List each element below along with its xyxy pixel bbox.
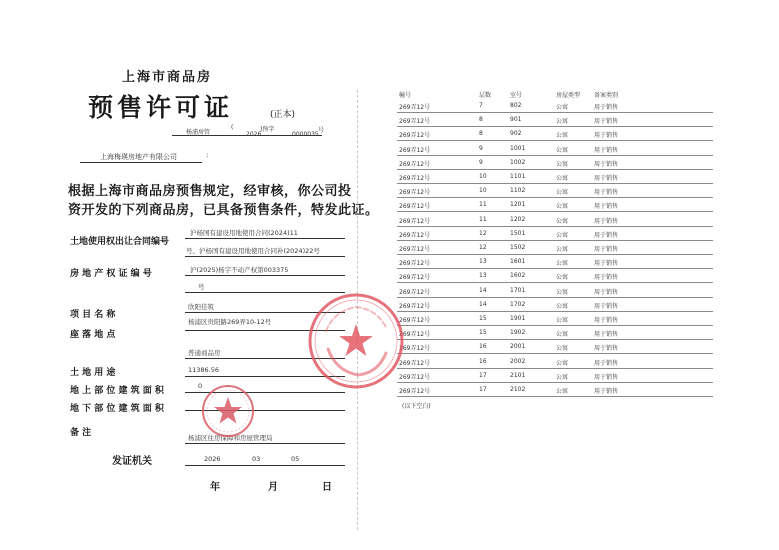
field-label-land-contract: 土地使用权出让合同编号 [70,237,170,247]
number-paren-open: ( [231,124,234,131]
cell-category: 用于销售 [594,246,619,253]
field-value-house-type: 普通商品房 [188,349,221,357]
table-row-line [397,112,713,113]
cell-category: 用于销售 [594,203,619,211]
table-row-line [397,382,713,383]
cell-floor: 10 [479,187,487,195]
field-label-property-cert: 房 地 产 权 证 编 号 [70,269,152,279]
cell-type: 公寓 [556,246,569,253]
cell-room: 1102 [510,187,526,195]
field-value-property-cert-2: 号 [198,283,205,291]
field-label-remarks: 备 注 [70,428,92,438]
paragraph-line-1: 根据上海市商品房预售规定，经审核，你公司投 [68,184,352,199]
cell-type: 公寓 [556,388,569,395]
cell-room: 802 [510,102,522,109]
table-row-line [397,197,713,198]
cell-room: 2102 [510,386,526,393]
table-row-line [397,254,713,255]
field-label-location: 座 落 地 点 [70,330,116,340]
table-row-line [397,183,713,184]
field-label-project-name: 项 目 名 称 [70,310,116,320]
table-row-line [397,311,713,312]
cell-room: 1002 [510,158,526,166]
cell-floor: 12 [479,229,487,237]
cell-category: 用于销售 [594,146,619,154]
cell-floor: 7 [479,102,483,109]
cell-room: 2101 [510,371,526,379]
field-value-land-use: 11386.56 [188,366,220,374]
cell-floor: 14 [479,300,487,308]
cell-building: 269弄12号 [399,118,431,126]
table-row-line [397,169,713,170]
original-tag: (正本) [270,110,296,120]
cell-building: 269弄12号 [399,345,431,353]
cell-building: 269弄12号 [399,189,431,197]
number-year: 2026 [246,131,262,138]
cell-room: 1701 [510,286,526,294]
cell-type: 公寓 [556,231,569,239]
table-row-line [397,396,713,397]
cell-room: 1601 [510,258,526,266]
cell-floor: 13 [479,272,487,280]
cell-floor: 17 [479,371,487,379]
cell-category: 用于销售 [594,331,619,339]
cell-building: 269弄12号 [399,373,431,381]
table-row-line [397,368,713,369]
cell-building: 269弄12号 [399,302,431,310]
number-suffix: 号 [318,127,325,134]
issue-day-value: 05 [291,455,300,463]
cell-category: 用于销售 [594,231,619,239]
cell-type: 公寓 [556,146,569,154]
cell-category: 用于销售 [594,160,619,168]
cell-category: 用于销售 [594,345,619,353]
cell-floor: 12 [479,244,487,251]
field-value-land-contract: 沪杨国有建设用地使用合同(2024)11 [190,229,298,237]
table-row-line [397,240,713,241]
table-row-line [397,297,713,298]
cell-category: 用于销售 [594,118,619,126]
cell-floor: 15 [479,315,487,322]
field-value-project-name: 欣阳佳筑 [188,303,214,311]
cell-floor: 14 [479,286,487,294]
field-underline [185,275,345,276]
table-footer-blank: (以下空白) [402,403,431,411]
header-category: 备案类别 [594,92,619,99]
cell-room: 1502 [510,244,526,251]
cell-category: 用于销售 [594,104,619,111]
cell-type: 公寓 [556,104,569,111]
field-label-above-area: 地 上 部 位 建 筑 面 积 [70,386,164,396]
cell-room: 902 [510,130,522,138]
issuer-label: 发证机关 [112,456,152,467]
table-row-line [397,353,713,354]
cell-type: 公寓 [556,359,569,367]
number-type: )预字 [260,126,275,133]
cell-building: 269弄12号 [399,288,431,296]
cell-room: 1001 [510,144,526,152]
header-room: 室号 [510,92,523,99]
cell-floor: 11 [479,201,487,209]
field-underline [185,443,345,444]
cell-building: 269弄12号 [399,104,431,111]
cell-room: 1902 [510,329,526,337]
cell-category: 用于销售 [594,132,619,140]
cell-building: 269弄12号 [399,132,431,140]
cell-room: 1602 [510,272,526,280]
cell-building: 269弄12号 [399,274,431,282]
paragraph-line-2: 资开发的下列商品房，已具备预售条件，特发此证。 [68,203,379,218]
table-row-line [397,268,713,269]
issue-year-label: 年 [210,482,220,493]
cell-room: 2001 [510,343,526,351]
field-value-authority: 杨浦区住房保障和房屋管理局 [188,434,273,442]
cell-building: 269弄12号 [399,203,431,211]
cell-type: 公寓 [556,317,569,324]
cell-type: 公寓 [556,331,569,339]
cell-category: 用于销售 [594,175,619,182]
company-seal-icon [306,291,406,391]
cell-room: 1901 [510,315,526,322]
cell-floor: 15 [479,329,487,337]
cell-floor: 9 [479,144,483,152]
field-label-land-use: 土 地 用 途 [70,368,116,378]
issue-day-label: 日 [322,482,332,493]
company-colon: : [206,151,209,159]
issue-month-value: 03 [252,455,261,463]
cell-category: 用于销售 [594,373,619,381]
issue-year-value: 2026 [204,455,221,463]
table-row-line [397,211,713,212]
cell-type: 公寓 [556,288,569,296]
cell-category: 用于销售 [594,359,619,367]
heading-small: 上海市商品房 [122,70,213,85]
field-label-below-area: 地 下 部 位 建 筑 面 积 [70,404,164,414]
cell-room: 1202 [510,215,526,223]
cell-building: 269弄12号 [399,331,431,339]
field-value-property-cert: 沪(2025)杨字不动产权第003375 [190,266,289,274]
cell-type: 公寓 [556,118,569,126]
cell-room: 2002 [510,357,526,365]
cell-building: 269弄12号 [399,146,431,154]
cell-building: 269弄12号 [399,388,431,395]
cell-type: 公寓 [556,160,569,168]
cell-floor: 8 [479,130,483,138]
cell-category: 用于销售 [594,317,619,324]
cell-category: 用于销售 [594,260,619,268]
company-underline [80,162,202,163]
cell-floor: 16 [479,357,487,365]
field-underline [185,238,345,239]
cell-category: 用于销售 [594,388,619,395]
table-row-line [397,126,713,127]
cell-room: 1201 [510,201,526,209]
cell-building: 269弄12号 [399,317,431,324]
cell-type: 公寓 [556,345,569,353]
cell-room: 1702 [510,300,526,308]
header-floors: 层数 [479,92,492,99]
cell-floor: 16 [479,343,487,351]
cell-building: 269弄12号 [399,175,431,182]
cell-category: 用于销售 [594,189,619,197]
cell-type: 公寓 [556,175,569,182]
cell-category: 用于销售 [594,288,619,296]
cell-category: 用于销售 [594,274,619,282]
cell-building: 269弄12号 [399,260,431,268]
cell-floor: 9 [479,158,483,166]
authority-seal-icon [200,383,256,439]
cell-type: 公寓 [556,189,569,197]
header-type: 房屋类型 [556,92,581,99]
certificate-title: 预售许可证 [88,93,234,122]
table-row-line [397,155,713,156]
field-value-above-area: 0 [198,382,203,390]
table-row-line [397,325,713,326]
field-underline [185,256,345,257]
table-row-line [397,140,713,141]
cell-type: 公寓 [556,217,569,225]
field-underline [185,465,345,466]
cell-building: 269弄12号 [399,359,431,367]
cell-building: 269弄12号 [399,231,431,239]
cell-floor: 13 [479,258,487,266]
cell-building: 269弄12号 [399,246,431,253]
number-value: 0000035 [292,131,319,138]
table-row-line [397,339,713,340]
header-building: 幢号 [399,92,412,99]
cell-floor: 17 [479,386,487,393]
number-prefix: 杨浦房管 [186,129,211,136]
cell-building: 269弄12号 [399,160,431,168]
cell-type: 公寓 [556,203,569,211]
cell-type: 公寓 [556,274,569,282]
cell-category: 用于销售 [594,217,619,225]
cell-floor: 10 [479,173,487,180]
issue-month-label: 月 [268,482,278,493]
field-value-land-contract-2: 号、沪杨国有建设用地使用合同补(2024)22号 [186,247,320,255]
table-row-line [397,226,713,227]
cell-type: 公寓 [556,132,569,140]
cell-category: 用于销售 [594,302,619,310]
cell-room: 901 [510,116,522,124]
company-name: 上海梅瑛房地产有限公司 [100,153,177,161]
cell-room: 1501 [510,229,526,237]
cell-type: 公寓 [556,302,569,310]
cell-type: 公寓 [556,373,569,381]
cell-floor: 11 [479,215,487,223]
field-value-location: 杨浦区贵阳路269弄10-12号 [188,318,272,326]
cell-building: 269弄12号 [399,217,431,225]
cell-type: 公寓 [556,260,569,268]
cell-floor: 8 [479,116,483,124]
table-row-line [397,282,713,283]
cell-room: 1101 [510,173,526,180]
